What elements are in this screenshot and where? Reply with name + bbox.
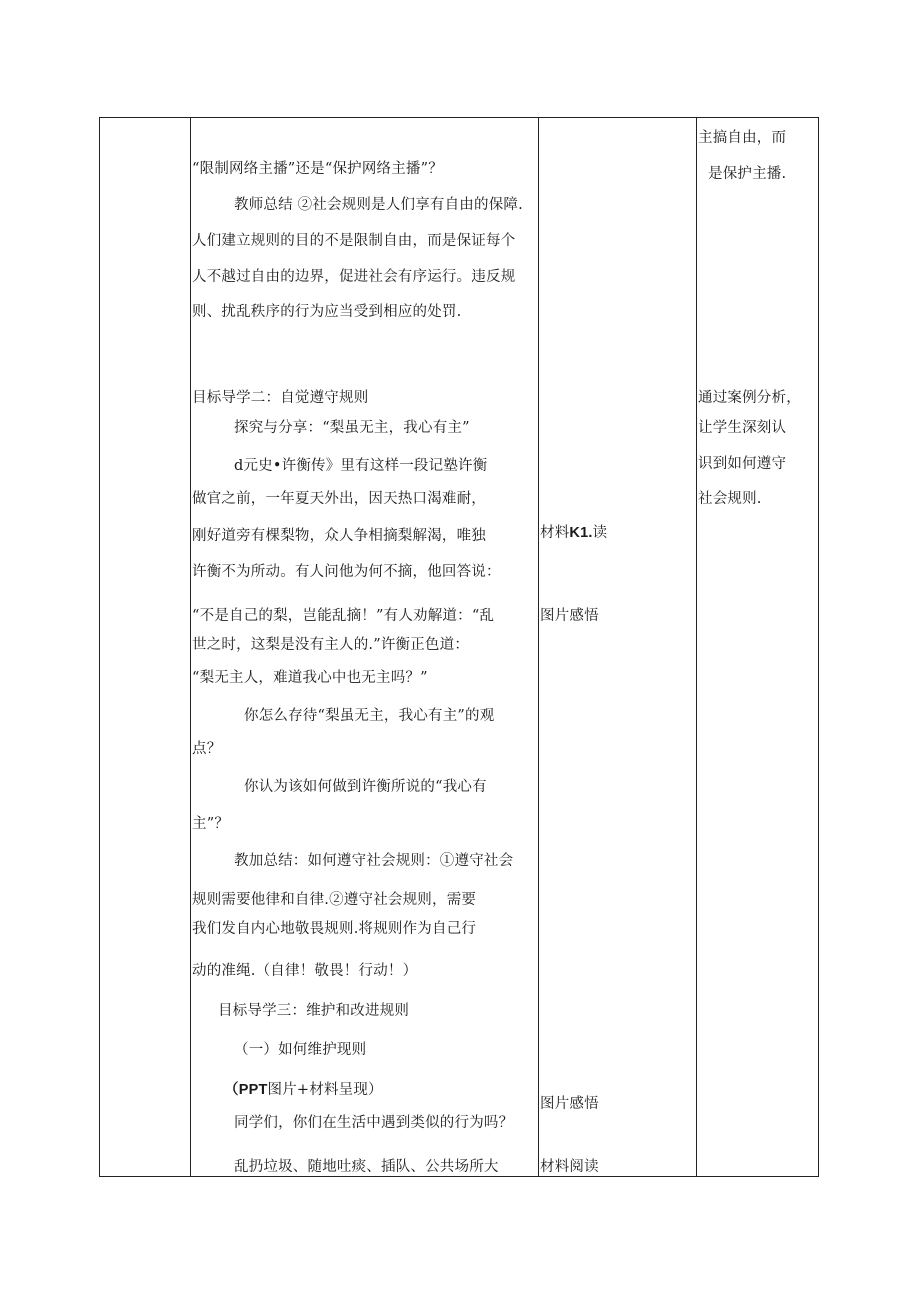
main-line: 乱扔垃圾、随地吐痰、插队、公共场所大 [234,1159,499,1175]
table-right-border [818,117,819,1177]
main-line: 许衡不为所动。有人问他为何不摘，他回答说： [192,564,501,580]
section-heading: 目标导学三：维护和改进规则 [218,1003,410,1019]
intent-line: 让学生深刻认 [698,420,787,436]
column-divider-1 [190,117,191,1177]
main-line: 做官之前，一年夏天外出，因天热口渴难耐， [192,491,486,507]
activity-material-suffix: 读 [592,525,608,541]
main-line: d元史•许衡传》里有这样一段记塾许衡 [234,458,488,474]
intent-line: 主搞自由，而 [698,130,787,146]
main-line: 人们建立规则的目的不是限制自由，而是保证每个 [192,233,516,249]
main-line: “限制网络主播”还是“保护网络主播”？ [192,161,443,177]
activity-material-code: K1. [569,525,593,541]
main-line: 则、扰乱秩序的行为应当受到相应的处罚. [192,304,462,320]
main-line: 教加总结：如何遵守社会规则：①遵守社会 [234,853,514,869]
main-line: 你怎么存待“梨虽无主，我心有主”的观 [244,708,495,724]
activity-picture: 图片感悟 [540,608,599,624]
ppt-line [224,1081,383,1099]
main-line: 探究与分享：“梨虽无主，我心有主” [234,420,470,436]
column-divider-2 [538,117,539,1177]
column-divider-3 [696,117,697,1177]
intent-line: 社会规则. [698,491,762,507]
ppt-text: 图片+材料呈现） [267,1082,383,1098]
main-line: 我们发自内心地敬畏规则.将规则作为自己行 [192,921,477,937]
main-line: 教师总结 ②社会规则是人们享有自由的保障. [234,197,523,213]
main-line: 主”？ [192,816,230,832]
activity-picture: 图片感悟 [540,1096,599,1112]
main-line: 世之时，这梨是没有主人的.”许衡正色道： [192,637,470,653]
table-top-border [99,117,819,118]
main-line: 点？ [192,741,222,757]
intent-line: 通过案例分析， [698,390,801,406]
main-line: 同学们，你们在生活中遇到类似的行为吗？ [234,1115,514,1131]
main-line: 你认为该如何做到许衡所说的“我心有 [244,779,487,795]
section-heading: 目标导学二：自觉遵守规则 [192,390,369,406]
table-bottom-border [99,1176,819,1177]
main-line: “梨无主人，难道我心中也无主吗？” [192,670,428,686]
intent-line: 是保护主播. [708,166,787,182]
main-line: 规则需要他律和自律.②遵守社会规则，需要 [192,892,477,908]
ppt-prefix: （PPT [224,1082,268,1098]
main-line: 人不越过自由的边界，促进社会有序运行。违反规 [192,269,516,285]
main-line: 动的准绳.（自律！敬畏！行动！） [192,963,418,979]
activity-material-read [540,524,607,542]
main-line: “不是自己的梨，岂能乱摘！”有人劝解道：“乱 [192,608,495,624]
activity-reading: 材料阅读 [540,1159,599,1175]
activity-material-prefix: 材料 [540,525,570,541]
main-line: 刚好道旁有棵梨物，众人争相摘梨解渴，唯独 [192,528,486,544]
table-left-border [99,117,100,1177]
intent-line: 识到如何遵守 [698,456,787,472]
main-line: （一）如何维护现则 [234,1042,367,1058]
